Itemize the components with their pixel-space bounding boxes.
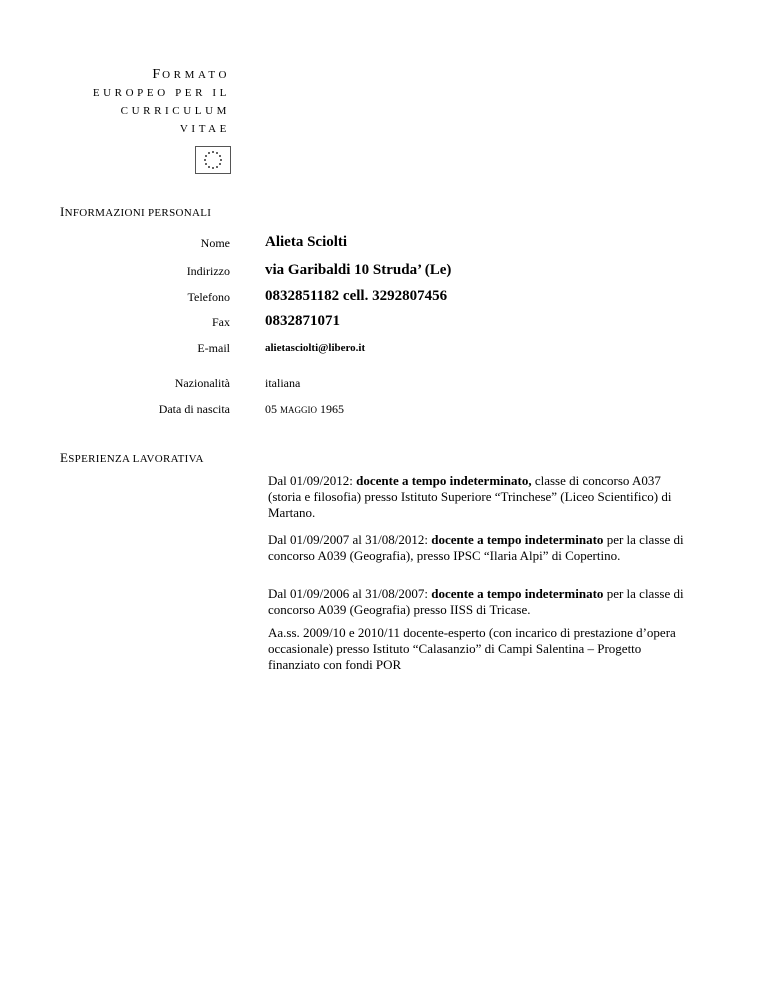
title-line-2: EUROPEO PER IL <box>92 87 230 99</box>
experience-entry: Dal 01/09/2012: docente a tempo indeterminato, classe di concorso A037 (storia e filosofia) presso Istituto Superiore “Trinchese” (Liceo Scientifico) di Martano. <box>268 473 672 520</box>
document-title <box>93 66 230 138</box>
value-indirizzo: via Garibaldi 10 Struda’ (Le) <box>265 262 452 278</box>
label-email: E-mail <box>197 341 230 355</box>
value-fax: 0832871071 <box>265 313 340 329</box>
section-work-experience: ESPERIENZA LAVORATIVA <box>60 450 204 465</box>
value-nazionalita: italiana <box>265 376 301 390</box>
title-line-3: CURRICULUM <box>120 105 230 117</box>
label-data-nascita: Data di nascita <box>158 402 230 416</box>
section-personal-info: INFORMAZIONI PERSONALI <box>60 204 212 219</box>
experience-entry: Dal 01/09/2006 al 31/08/2007: docente a tempo indeterminato per la classe di concorso A039 (Geografia) presso IISS di Tricase. <box>268 586 684 617</box>
experience-entry: Aa.ss. 2009/10 e 2010/11 docente-esperto (con incarico di prestazione d’opera occasionale) presso Istituto “Calasanzio” di Campi Salentina – Progetto finanziato con fondi POR <box>268 625 676 672</box>
experience-entry: Dal 01/09/2007 al 31/08/2012: docente a tempo indeterminato per la classe di concorso A039 (Geografia), presso IPSC “Ilaria Alpi” di Copertino. <box>268 532 684 563</box>
label-telefono: Telefono <box>187 290 230 304</box>
label-nazionalita: Nazionalità <box>174 376 230 390</box>
label-fax: Fax <box>212 315 230 329</box>
label-nome: Nome <box>200 236 230 250</box>
value-data-nascita: 05 MAGGIO 1965 <box>265 402 344 416</box>
title-line-4: VITAE <box>179 123 230 135</box>
value-telefono: 0832851182 cell. 3292807456 <box>265 288 448 304</box>
value-nome: Alieta Sciolti <box>265 234 348 250</box>
value-email: alietasciolti@libero.it <box>265 342 366 354</box>
title-line-1: FORMATO <box>152 67 230 82</box>
label-indirizzo: Indirizzo <box>186 264 230 278</box>
eu-flag-icon <box>195 146 231 174</box>
